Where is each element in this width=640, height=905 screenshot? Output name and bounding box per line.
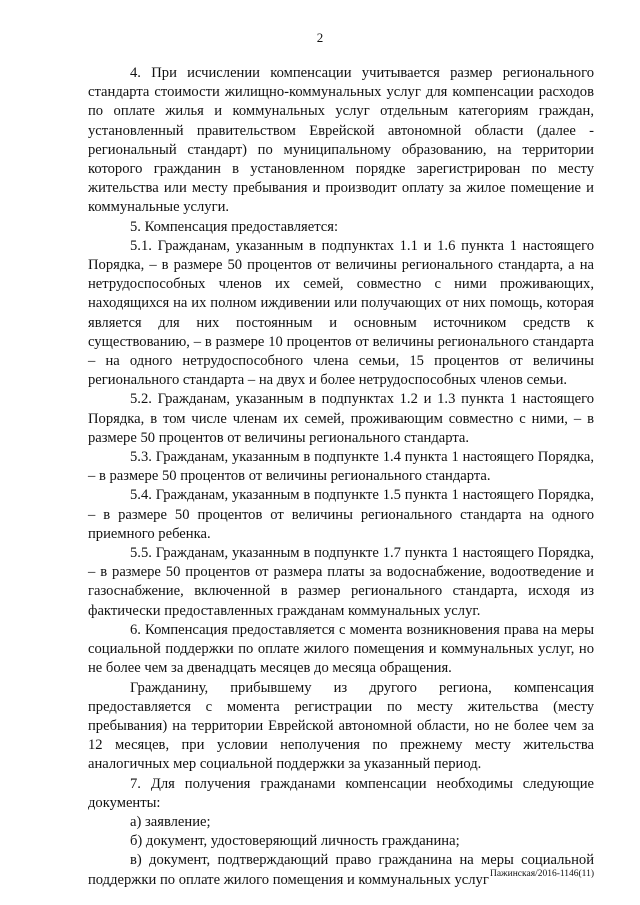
paragraph-5: 5. Компенсация предоставляется: [130,218,339,235]
paragraph-5-5: 5.5. Гражданам, указанным в подпункте 1.7 пункта 1 настоящего Порядка, – в размере 50 процентов от размера платы за водоснабжение, водоотведение и газоснабжение, включенной в размер регионального стандарта, исходя из фактически предоставленных гражданам коммунальных услуг. [88,545,594,619]
list-item-a: а) заявление; [130,813,211,830]
paragraph-5-3: 5.3. Гражданам, указанным в подпункте 1.4 пункта 1 настоящего Порядка, – в размере 50 процентов от величины регионального стандарта. [88,449,594,485]
list-item-b: б) документ, удостоверяющий личность гражданина; [130,833,460,850]
paragraph-6-continued: Гражданину, прибывшему из другого региона, компенсация предоставляется с момента регистрации по месту жительства (месту пребывания) на территории Еврейской автономной области, но не более чем за 12 месяцев, при условии неполучения по прежнему месту жительства аналогичных мер социальной поддержки за указанный период. [88,679,594,773]
footer-doc-code: Пажинская/2016-1146(11) [489,869,594,879]
list-item-v: в) документ, подтверждающий право гражданина на меры социальной поддержки по оплате жилого помещения и коммунальных услуг [88,852,594,888]
page-number: 2 [316,30,324,45]
paragraph-5-2: 5.2. Гражданам, указанным в подпунктах 1.2 и 1.3 пункта 1 настоящего Порядка, в том числе членам их семей, проживающим совместно с ними, – в размере 50 процентов от величины регионального стандарта. [88,391,594,446]
paragraph-4: 4. При исчислении компенсации учитывается размер регионального стандарта стоимости жилищно-коммунальных услуг для компенсации расходов по оплате жилья и коммунальных услуг отдельным категориям граждан, установленный правительством Еврейской автономной области (далее - региональный стандарт) по муниципальному образованию, на территории которого гражданин в установленном порядке зарегистрирован по месту жительства или месту пребывания и производит оплату за жилое помещение и коммунальные услуги. [88,65,594,216]
document-body [88,64,594,890]
paragraph-5-1: 5.1. Гражданам, указанным в подпунктах 1.1 и 1.6 пункта 1 настоящего Порядка, – в размере 50 процентов от величины регионального стандарта, а на нетрудоспособных членов их семей, совместно с ними проживающих, находящихся на их полном иждивении или получающих от них помощь, которая является для них постоянным и основным источником средств к существованию, – в размере 10 процентов от величины регионального стандарта – на одного нетрудоспособного члена семьи, 15 процентов от величины регионального стандарта – на двух и более нетрудоспособных членов семьи. [88,237,594,389]
paragraph-7: 7. Для получения гражданами компенсации необходимы следующие документы: [88,775,594,811]
paragraph-5-4: 5.4. Гражданам, указанным в подпункте 1.5 пункта 1 настоящего Порядка, – в размере 50 процентов от величины регионального стандарта на одного приемного ребенка. [88,487,594,542]
paragraph-6: 6. Компенсация предоставляется с момента возникновения права на меры социальной поддержки по оплате жилого помещения и коммунальных услуг, но не более чем за двенадцать месяцев до месяца обращения. [88,621,594,677]
